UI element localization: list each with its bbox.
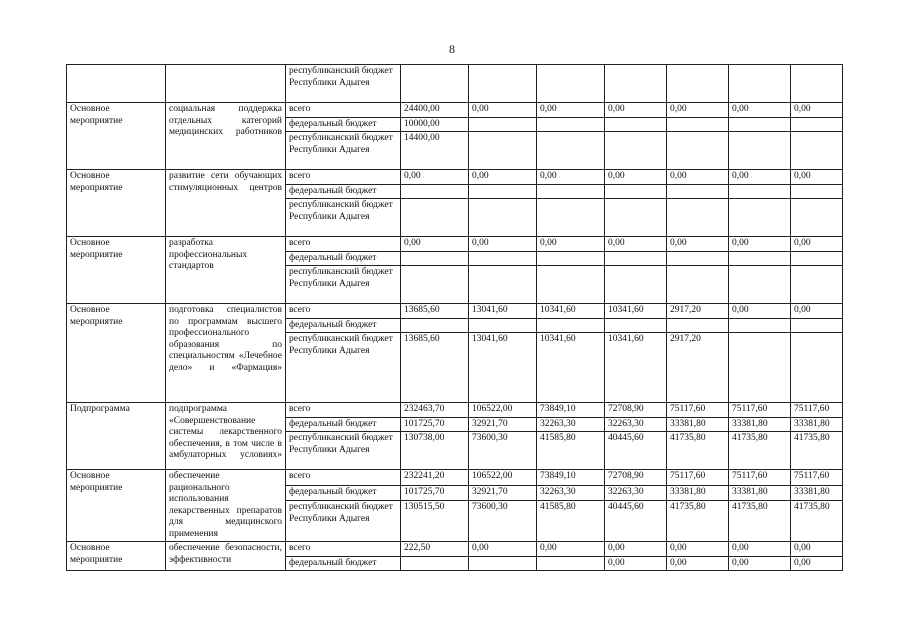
event-type-cell: Основное мероприятие [67,103,166,170]
amount-cell: 13685,60 [401,333,469,403]
amount-cell [537,266,605,304]
amount-cell [729,199,791,237]
amount-cell: 0,00 [469,170,537,185]
amount-cell: 0,00 [667,542,729,557]
funding-source-cell: республиканский бюджет Республики Адыгея [286,333,401,403]
amount-cell: 0,00 [469,237,537,252]
amount-cell: 73600,30 [469,432,537,470]
amount-cell [537,556,605,571]
amount-cell [791,132,843,170]
amount-cell [791,333,843,403]
amount-cell: 0,00 [729,542,791,557]
amount-cell: 32921,70 [469,417,537,432]
amount-cell [791,199,843,237]
amount-cell: 32921,70 [469,485,537,501]
amount-cell: 0,00 [667,556,729,571]
funding-source-cell: республиканский бюджет Республики Адыгея [286,65,401,103]
amount-cell [729,318,791,333]
amount-cell: 0,00 [729,170,791,185]
amount-cell: 75117,60 [791,403,843,418]
amount-cell [605,318,667,333]
amount-cell: 0,00 [791,170,843,185]
event-type-cell [67,65,166,103]
amount-cell [667,251,729,266]
amount-cell: 10341,60 [537,304,605,319]
amount-cell: 41585,80 [537,501,605,542]
event-type-cell: Основное мероприятие [67,237,166,304]
amount-cell: 33381,80 [729,417,791,432]
amount-cell: 0,00 [605,542,667,557]
amount-cell [537,117,605,132]
amount-cell: 32263,30 [605,485,667,501]
amount-cell: 0,00 [469,542,537,557]
amount-cell [469,132,537,170]
amount-cell: 32263,30 [605,417,667,432]
funding-source-cell: всего [286,170,401,185]
amount-cell [469,556,537,571]
amount-cell: 0,00 [401,237,469,252]
amount-cell [401,251,469,266]
amount-cell [537,251,605,266]
amount-cell [667,117,729,132]
funding-source-cell: республиканский бюджет Республики Адыгея [286,501,401,542]
amount-cell [729,251,791,266]
amount-cell [667,266,729,304]
table-row [67,237,843,252]
funding-source-cell: республиканский бюджет Республики Адыгея [286,199,401,237]
amount-cell: 0,00 [605,237,667,252]
amount-cell: 232241,20 [401,470,469,486]
amount-cell [791,65,843,103]
amount-cell: 0,00 [729,103,791,118]
amount-cell [469,318,537,333]
amount-cell [729,117,791,132]
amount-cell [469,251,537,266]
amount-cell: 33381,80 [667,485,729,501]
amount-cell: 41735,80 [791,432,843,470]
event-name-cell: обеспечение безопасности, эффективности [166,542,286,571]
event-type-cell: Подпрограмма [67,403,166,470]
amount-cell: 0,00 [469,103,537,118]
funding-source-cell: республиканский бюджет Республики Адыгея [286,266,401,304]
amount-cell: 106522,00 [469,470,537,486]
amount-cell [667,65,729,103]
amount-cell: 75117,60 [729,403,791,418]
amount-cell [729,184,791,199]
event-name-cell [166,65,286,103]
amount-cell [791,318,843,333]
table-row [67,304,843,319]
amount-cell [469,65,537,103]
amount-cell [537,184,605,199]
table-row [67,470,843,486]
amount-cell [605,251,667,266]
table-row [67,170,843,185]
amount-cell: 33381,80 [791,485,843,501]
amount-cell: 75117,60 [791,470,843,486]
amount-cell: 10341,60 [537,333,605,403]
table-row [67,103,843,118]
amount-cell: 41735,80 [729,501,791,542]
amount-cell [401,556,469,571]
amount-cell [401,266,469,304]
amount-cell [469,266,537,304]
amount-cell [401,184,469,199]
amount-cell [791,184,843,199]
amount-cell [667,184,729,199]
amount-cell [667,318,729,333]
amount-cell [469,199,537,237]
amount-cell [729,333,791,403]
amount-cell [605,117,667,132]
event-name-cell: обеспечение рационального использования лекарственных препаратов для медицинского применения [166,470,286,542]
event-type-cell: Основное мероприятие [67,304,166,403]
event-name-cell: подготовка специалистов по программам высшего профессионального образования по специальностям «Лечебное дело» и «Фармация» [166,304,286,403]
funding-source-cell: федеральный бюджет [286,485,401,501]
event-type-cell: Основное мероприятие [67,470,166,542]
amount-cell: 13041,60 [469,333,537,403]
amount-cell: 75117,60 [667,403,729,418]
event-type-cell: Основное мероприятие [67,542,166,571]
funding-source-cell: всего [286,237,401,252]
amount-cell: 0,00 [791,542,843,557]
funding-source-cell: федеральный бюджет [286,318,401,333]
amount-cell: 41735,80 [729,432,791,470]
amount-cell: 130738,00 [401,432,469,470]
amount-cell: 0,00 [605,556,667,571]
amount-cell: 72708,90 [605,403,667,418]
amount-cell: 101725,70 [401,485,469,501]
funding-source-cell: всего [286,403,401,418]
page-number: 8 [449,42,455,56]
amount-cell: 0,00 [537,103,605,118]
funding-source-cell: федеральный бюджет [286,184,401,199]
table-row [67,542,843,557]
amount-cell: 101725,70 [401,417,469,432]
funding-source-cell: федеральный бюджет [286,556,401,571]
amount-cell: 75117,60 [667,470,729,486]
amount-cell [401,65,469,103]
amount-cell [791,266,843,304]
amount-cell: 0,00 [791,556,843,571]
event-name-cell: подпрограмма «Совершенствование системы лекарственного обеспечения, в том числе в амбулаторных условиях» [166,403,286,470]
amount-cell: 106522,00 [469,403,537,418]
amount-cell: 10341,60 [605,304,667,319]
funding-source-cell: всего [286,304,401,319]
amount-cell: 232463,70 [401,403,469,418]
amount-cell: 0,00 [791,304,843,319]
amount-cell: 222,50 [401,542,469,557]
amount-cell: 41735,80 [791,501,843,542]
amount-cell: 0,00 [537,542,605,557]
amount-cell: 0,00 [729,556,791,571]
amount-cell: 0,00 [605,170,667,185]
table-row [67,65,843,103]
funding-source-cell: всего [286,542,401,557]
amount-cell [605,184,667,199]
amount-cell: 0,00 [667,237,729,252]
amount-cell: 13041,60 [469,304,537,319]
amount-cell [605,132,667,170]
amount-cell: 73849,10 [537,403,605,418]
amount-cell [729,65,791,103]
amount-cell: 10341,60 [605,333,667,403]
amount-cell [729,266,791,304]
amount-cell: 75117,60 [729,470,791,486]
funding-source-cell: федеральный бюджет [286,251,401,266]
amount-cell: 32263,30 [537,485,605,501]
amount-cell: 33381,80 [667,417,729,432]
funding-source-cell: всего [286,470,401,486]
amount-cell: 10000,00 [401,117,469,132]
budget-table [66,64,843,571]
amount-cell [605,266,667,304]
amount-cell [667,132,729,170]
amount-cell: 130515,50 [401,501,469,542]
amount-cell [791,251,843,266]
amount-cell [469,117,537,132]
amount-cell: 40445,60 [605,432,667,470]
amount-cell [537,65,605,103]
amount-cell: 73849,10 [537,470,605,486]
amount-cell: 0,00 [791,237,843,252]
funding-source-cell: федеральный бюджет [286,417,401,432]
amount-cell [401,199,469,237]
amount-cell: 33381,80 [791,417,843,432]
amount-cell: 73600,30 [469,501,537,542]
amount-cell: 0,00 [537,237,605,252]
event-name-cell: развитие сети обучающих стимуляционных центров [166,170,286,237]
amount-cell: 0,00 [729,304,791,319]
amount-cell: 2917,20 [667,304,729,319]
amount-cell: 33381,80 [729,485,791,501]
amount-cell [667,199,729,237]
amount-cell [605,199,667,237]
event-name-cell: разработка профессиональных стандартов [166,237,286,304]
amount-cell: 40445,60 [605,501,667,542]
amount-cell: 41735,80 [667,432,729,470]
amount-cell: 0,00 [667,103,729,118]
amount-cell: 0,00 [667,170,729,185]
funding-source-cell: республиканский бюджет Республики Адыгея [286,132,401,170]
funding-source-cell: всего [286,103,401,118]
amount-cell [401,318,469,333]
amount-cell [537,132,605,170]
amount-cell: 41585,80 [537,432,605,470]
amount-cell: 0,00 [605,103,667,118]
amount-cell: 24400,00 [401,103,469,118]
amount-cell: 41735,80 [667,501,729,542]
event-name-cell: социальная поддержка отдельных категорий медицинских работников [166,103,286,170]
funding-source-cell: республиканский бюджет Республики Адыгея [286,432,401,470]
amount-cell [537,199,605,237]
amount-cell: 0,00 [537,170,605,185]
amount-cell [729,132,791,170]
amount-cell [469,184,537,199]
amount-cell: 14400,00 [401,132,469,170]
amount-cell: 0,00 [791,103,843,118]
amount-cell: 2917,20 [667,333,729,403]
amount-cell [791,117,843,132]
amount-cell [537,318,605,333]
amount-cell: 13685,60 [401,304,469,319]
amount-cell: 72708,90 [605,470,667,486]
amount-cell: 0,00 [401,170,469,185]
amount-cell: 0,00 [729,237,791,252]
amount-cell: 32263,30 [537,417,605,432]
event-type-cell: Основное мероприятие [67,170,166,237]
amount-cell [605,65,667,103]
funding-source-cell: федеральный бюджет [286,117,401,132]
table-row [67,403,843,418]
